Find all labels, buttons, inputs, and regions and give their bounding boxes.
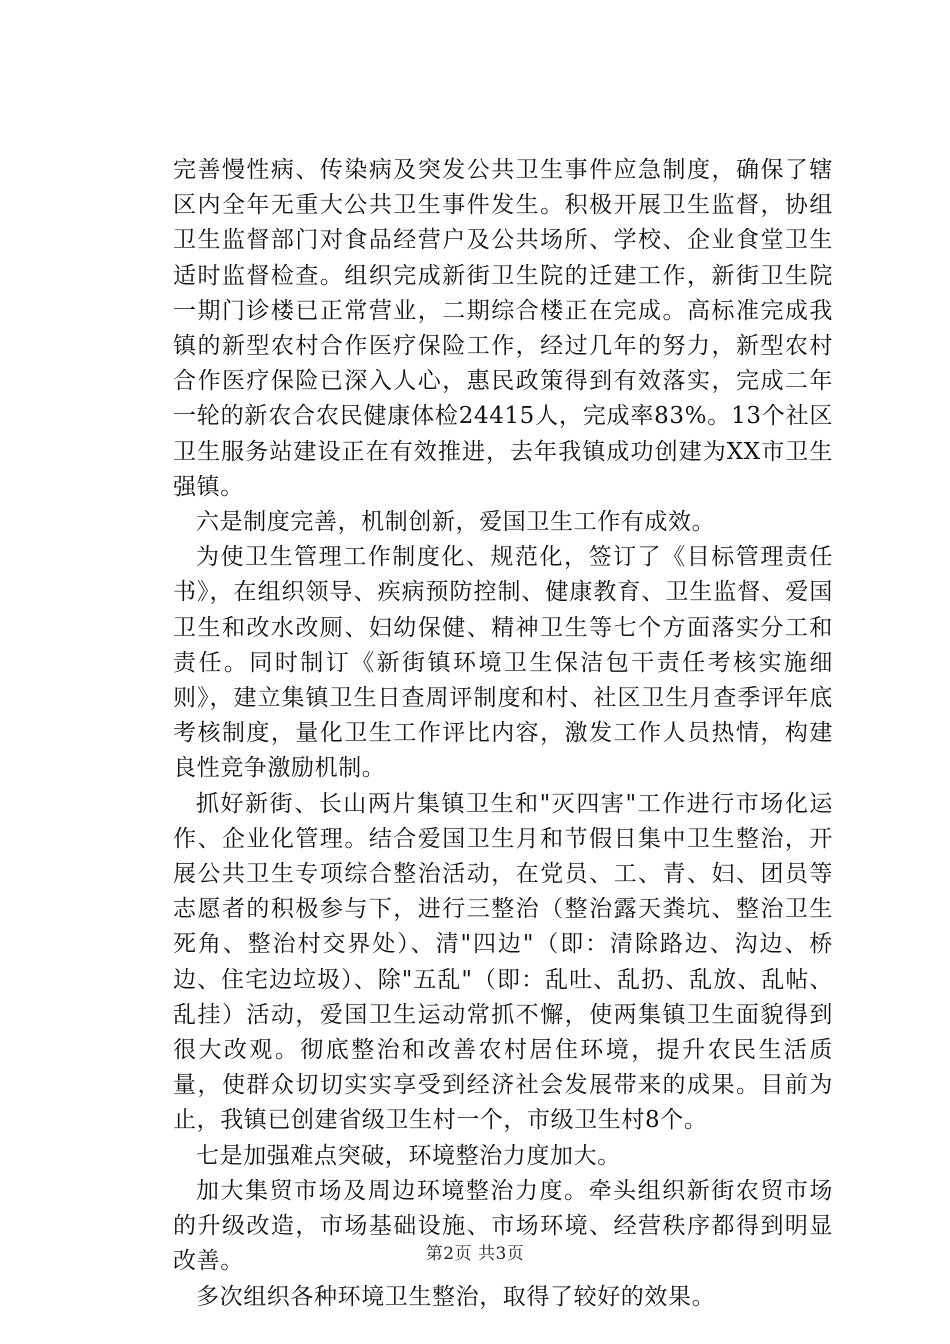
section-heading: 七是加强难点突破，环境整治力度加大。 <box>196 1142 621 1169</box>
section-heading: 六是制度完善，机制创新，爱国卫生工作有成效。 <box>196 509 716 536</box>
body-paragraph: 为使卫生管理工作制度化、规范化，签订了《目标管理责任书》，在组织领导、疾病预防控制、健康教育、卫生监督、爱国卫生和改水改厕、妇幼保健、精神卫生等七个方面落实分工和责任。同时制订《新街镇环境卫生保洁包干责任考核实施细则》，建立集镇卫生日查周评制度和村、社区卫生月查季评年底考核制度，量化卫生工作评比内容，激发工作人员热情，构建良性竞争激励机制。 <box>173 544 833 782</box>
page-number-footer: 第2页 共3页 <box>425 1244 525 1264</box>
body-paragraph: 完善慢性病、传染病及突发公共卫生事件应急制度，确保了辖区内全年无重大公共卫生事件发生。积极开展卫生监督，协组卫生监督部门对食品经营户及公共场所、学校、企业食堂卫生适时监督检查。组织完成新街卫生院的迁建工作，新街卫生院一期门诊楼已正常营业，二期综合楼正在完成。高标准完成我镇的新型农村合作医疗保险工作，经过几年的努力，新型农村合作医疗保险已深入人心，惠民政策得到有效落实，完成二年一轮的新农合农民健康体检24415人，完成率83%。13个社区卫生服务站建设正在有效推进，去年我镇成功创建为XX市卫生强镇。 <box>173 157 833 500</box>
document-body <box>173 153 833 1315</box>
body-paragraph: 加大集贸市场及周边环境整治力度。牵头组织新街农贸市场的升级改造，市场基础设施、市场环境、经营秩序都得到明显改善。 <box>173 1177 833 1275</box>
body-paragraph: 抓好新街、长山两片集镇卫生和"灭四害"工作进行市场化运作、企业化管理。结合爱国卫生月和节假日集中卫生整治，开展公共卫生专项综合整治活动，在党员、工、青、妇、团员等志愿者的积极参与下，进行三整治（整治露天粪坑、整治卫生死角、整治村交界处）、清"四边"（即：清除路边、沟边、桥边、住宅边垃圾）、除"五乱"（即：乱吐、乱扔、乱放、乱帖、乱挂）活动，爱国卫生运动常抓不懈，使两集镇卫生面貌得到很大改观。彻底整治和改善农村居住环境，提升农民生活质量，使群众切切实实享受到经济社会发展带来的成果。目前为止，我镇已创建省级卫生村一个，市级卫生村8个。 <box>173 790 833 1134</box>
body-paragraph: 多次组织各种环境卫生整治，取得了较好的效果。 <box>196 1283 716 1310</box>
